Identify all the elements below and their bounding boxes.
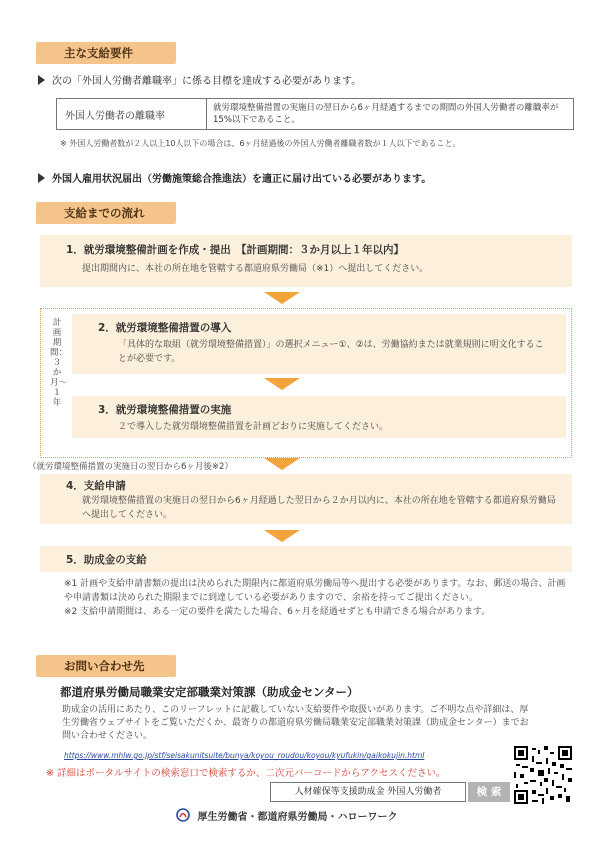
requirement-note: ※ 外国人労働者数が２人以上10人以下の場合は、6ヶ月経過後の外国人労働者離職者数が１人以下であること。	[60, 139, 461, 148]
portal-search-note: ※ 詳細はポータルサイトの検索窓口で検索するか、二次元バーコードからアクセスください。	[46, 768, 446, 779]
flow-heading: 支給までの流れ	[36, 202, 176, 224]
interval-note: （就労環境整備措置の実施日の翌日から6ヶ月後※2）	[28, 462, 233, 472]
step-4-title: 4．支給申請	[66, 480, 126, 492]
bullet-triangle-icon	[38, 75, 45, 85]
mhlw-link[interactable]: https://www.mhlw.go.jp/stf/seisakunitsuite/bunya/koyou_roudou/koyou/kyufukin/gaikokujin.html	[64, 751, 425, 760]
step-5-title: 5．助成金の支給	[66, 554, 147, 566]
flow-arrow-icon	[264, 292, 300, 304]
step-3-title: 3．就労環境整備措置の実施	[98, 404, 232, 416]
table-label: 外国人労働者の離職率	[57, 99, 207, 129]
requirement-line-2: 外国人雇用状況届出（労働施策総合推進法）を適正に届け出ている必要があります。	[52, 174, 432, 185]
bullet-triangle-icon	[38, 173, 45, 183]
qr-code-icon[interactable]	[514, 746, 572, 804]
flow-arrow-icon	[264, 458, 300, 470]
contact-heading: お問い合わせ先	[36, 655, 176, 677]
contact-title: 都道府県労働局職業安定部職業対策課（助成金センター）	[60, 685, 359, 699]
search-keyword-box: 人材確保等支援助成金 外国人労働者	[270, 782, 466, 802]
footer-organizations: 厚生労働省・都道府県労働局・ハローワーク	[197, 812, 398, 823]
step-2-body: 「具体的な取組（就労環境整備措置）」の選択メニュー①、②は、労働協約または就業規則に明文化することが必要です。	[118, 340, 544, 364]
step-4-body: 就労環境整備措置の実施日の翌日から6ヶ月経過した翌日から２か月以内に、本社の所在地を管轄する都道府県労働局へ提出してください。	[82, 496, 556, 520]
flow-arrow-icon	[264, 530, 300, 542]
step-3-body: ２で導入した就労環境整備措置を計画どおりに実施してください。	[118, 422, 389, 432]
flow-arrow-icon	[264, 378, 300, 390]
flow-note-2: ※2 支給申請期間は、ある一定の要件を満たした場合、6ヶ月を経過せずとも申請できる場合があります。	[64, 607, 491, 617]
search-button[interactable]: 検 索	[468, 782, 510, 802]
planning-period-label: 計画期間：３か月〜１年	[50, 318, 68, 408]
flow-notes	[64, 577, 574, 619]
flow-note-1: ※1 計画や支給申請書類の提出は決められた期限内に都道府県労働局等へ提出する必要があります。なお、郵送の場合、計画や申請書類は決められた期限までに到達している必要がありますので、余裕を持ってご提出ください。	[64, 579, 566, 603]
requirements-heading: 主な支給要件	[36, 42, 176, 64]
contact-body: 助成金の活用にあたり、このリーフレットに記載していない支給要件や取扱いがあります。ご不明な点や詳細は、厚生労働省ウェブサイトをご覧いただくか、最寄りの都道府県労働局職業安定部職業対策課（助成金センター）までお問い合わせください。	[62, 705, 529, 741]
table-text: 就労環境整備措置の実施日の翌日から6ヶ月経過するまでの期間の外国人労働者の離職率が15%以下であること。	[213, 103, 559, 125]
turnover-rate-table	[56, 98, 574, 130]
step-1-title: 1．就労環境整備計画を作成・提出 【計画期間：３か月以上１年以内】	[66, 244, 405, 256]
requirement-line-1: 次の「外国人労働者離職率」に係る目標を達成する必要があります。	[52, 76, 362, 87]
step-1-body: 提出期間内に、本社の所在地を管轄する都道府県労働局（※1）へ提出してください。	[82, 264, 429, 274]
step-2-title: 2．就労環境整備措置の導入	[98, 322, 232, 334]
